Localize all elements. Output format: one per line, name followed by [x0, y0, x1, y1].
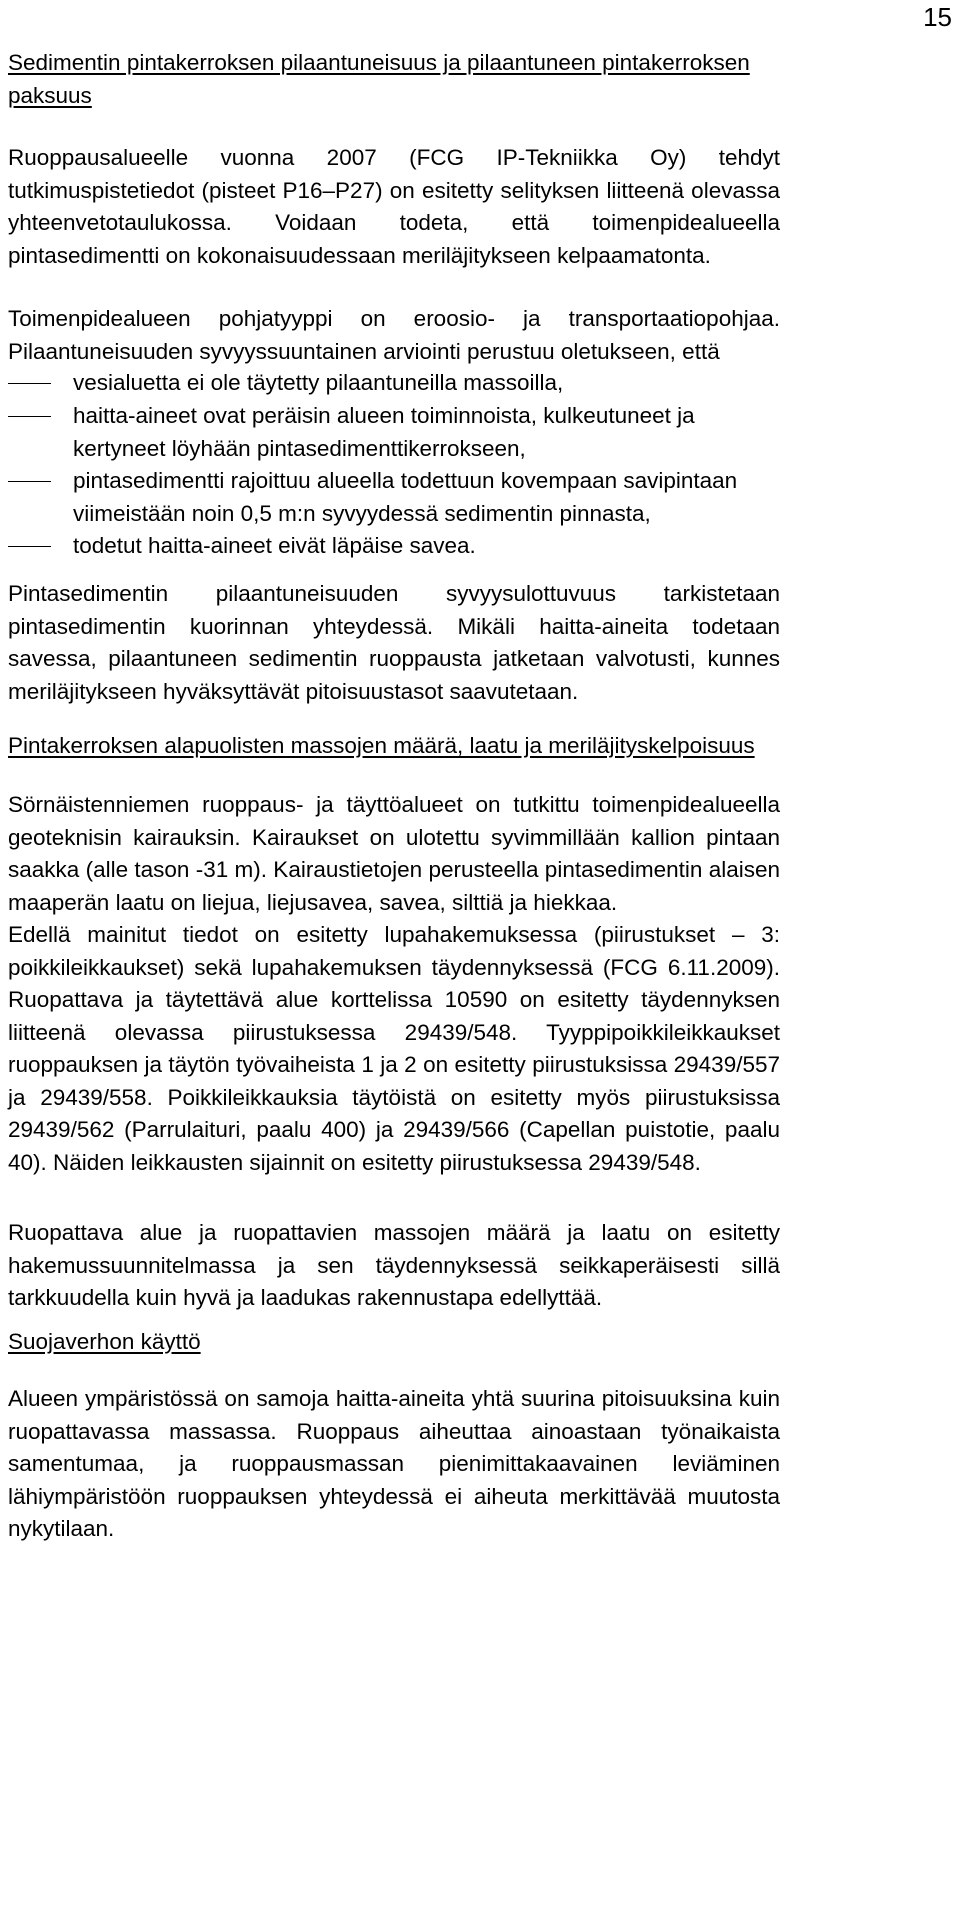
paragraph: Edellä mainitut tiedot on esitetty lupahakemuksessa (piirustukset – 3: poikkileikkaukset) sekä lupahakemuksen täydennyksessä (FCG 6.11.2009). Ruopattava ja täytettävä alue korttelissa 10590 on esitetty täydennyksen liitteenä olevassa piirustuksessa 29439/548. Tyyppipoikkileikkaukset ruoppauksen ja täytön työvaiheista 1 ja 2 on esitetty piirustuksissa 29439/557 ja 29439/558. Poikkileikkauksia täytöistä on esitetty myös piirustuksissa 29439/562 (Parrulaituri, paalu 400) ja 29439/566 (Capellan puistotie, paalu 40). Näiden leikkausten sijainnit on esitetty piirustuksessa 29439/548.: [8, 922, 780, 1175]
paragraph: Ruopattava alue ja ruopattavien massojen määrä ja laatu on esitetty hakemussuunnitelmassa ja sen täydennyksessä seikkaperäisesti sillä tarkkuudella kuin hyvä ja laadukas rakennustapa edellyttää.: [8, 1220, 780, 1310]
list-item: haitta-aineet ovat peräisin alueen toiminnoista, kulkeutuneet ja kertyneet löyhään pintasedimenttikerrokseen,: [8, 400, 780, 465]
paragraph: Alueen ympäristössä on samoja haitta-aineita yhtä suurina pitoisuuksina kuin ruopattavassa massassa. Ruoppaus aiheuttaa ainoastaan työnaikaista samentumaa, ja ruoppausmassan pienimittakaavainen leviäminen lähiympäristöön ruoppauksen yhteydessä ei aiheuta merkittävää muutosta nykytilaan.: [8, 1386, 780, 1541]
section-heading-pintakerros: Sedimentin pintakerroksen pilaantuneisuus ja pilaantuneen pintakerroksen paksuus: [8, 50, 750, 108]
list-item: vesialuetta ei ole täytetty pilaantuneilla massoilla,: [8, 367, 780, 400]
list-item: pintasedimentti rajoittuu alueella todettuun kovempaan savipintaan viimeistään noin 0,5 m:n syvyydessä sedimentin pinnasta,: [8, 465, 780, 530]
page-number: 15: [923, 2, 952, 32]
paragraph: Pintasedimentin pilaantuneisuuden syvyysulottuvuus tarkistetaan pintasedimentin kuorinnan yhteydessä. Mikäli haitta-aineita todetaan savessa, pilaantuneen sedimentin ruoppausta jatketaan valvotusti, kunnes meriläjitykseen hyväksyttävät pitoisuustasot saavutetaan.: [8, 581, 780, 704]
paragraph: Sörnäistenniemen ruoppaus- ja täyttöalueet on tutkittu toimenpidealueella geoteknisin kairauksin. Kairaukset on ulotettu syvimmillään kallion pintaan saakka (alle tason -31 m). Kairaustietojen perusteella pintasedimentin alaisen maaperän laatu on liejua, liejusavea, savea, silttiä ja hiekkaa.: [8, 792, 780, 915]
paragraph: Toimenpidealueen pohjatyyppi on eroosio- ja transportaatiopohjaa. Pilaantuneisuuden syvyyssuuntainen arviointi perustuu oletukseen, että: [8, 306, 780, 364]
paragraph: Ruoppausalueelle vuonna 2007 (FCG IP-Tekniikka Oy) tehdyt tutkimuspistetiedot (pisteet P16–P27) on esitetty selityksen liitteenä olevassa yhteenvetotaulukossa. Voidaan todeta, että toimenpidealueella pintasedimentti on kokonaisuudessaan meriläjitykseen kelpaamatonta.: [8, 145, 780, 268]
section-heading-suojaverho: Suojaverhon käyttö: [8, 1329, 201, 1354]
section-heading-alapuoliset-massat: Pintakerroksen alapuolisten massojen määrä, laatu ja meriläjityskelpoisuus: [8, 733, 755, 758]
list-item: todetut haitta-aineet eivät läpäise savea.: [8, 530, 780, 563]
